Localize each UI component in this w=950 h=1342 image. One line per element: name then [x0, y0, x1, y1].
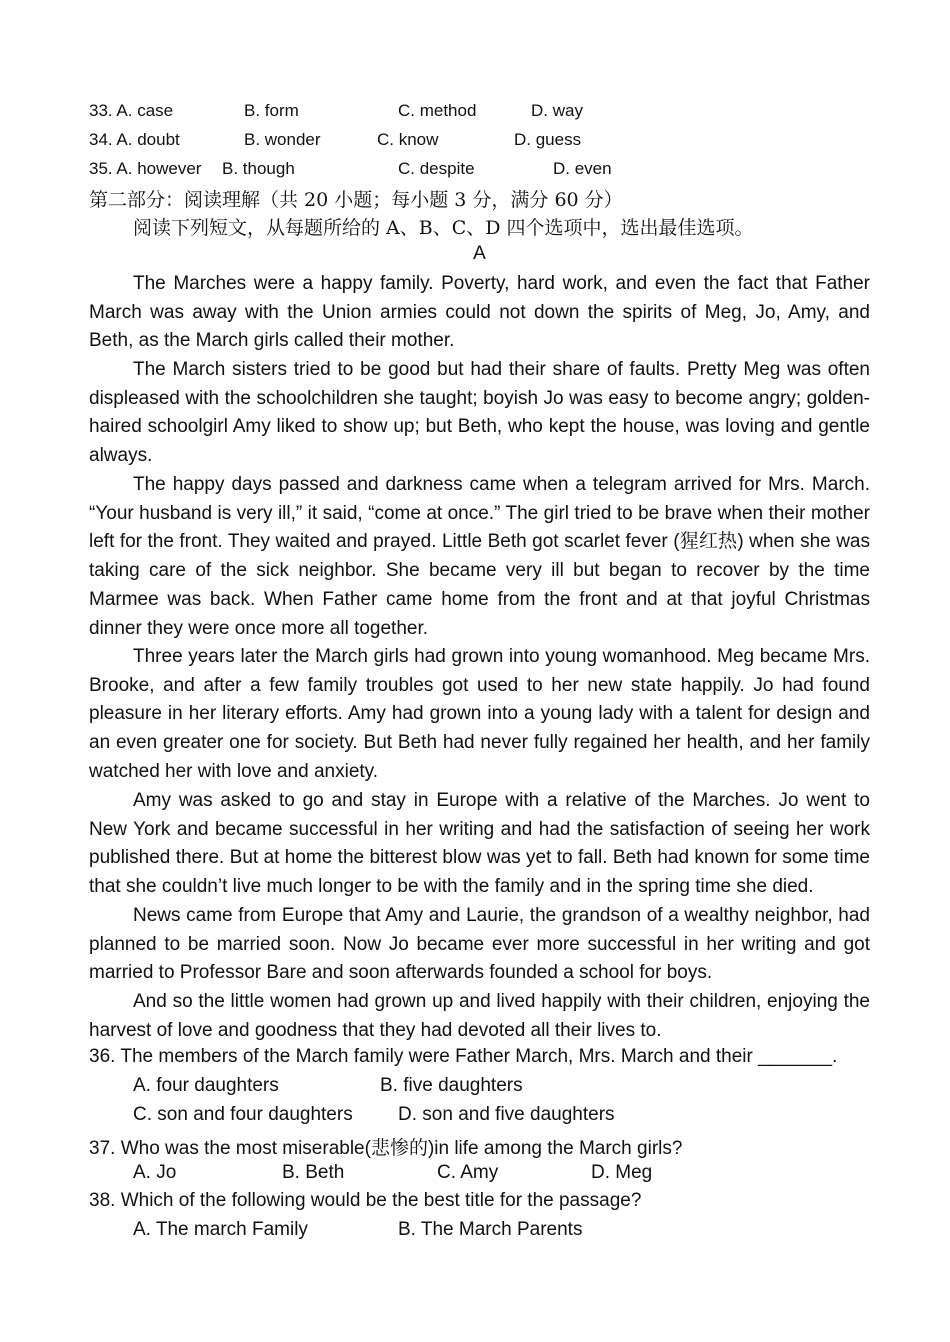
q34-option-b: B. wonder: [244, 130, 321, 149]
q34-option-c: C. know: [377, 130, 439, 149]
q36-option-d: D. son and five daughters: [398, 1104, 615, 1125]
q37-option-b: B. Beth: [282, 1162, 345, 1183]
q35-option-b: B. though: [222, 159, 295, 178]
q33-option-a: 33. A. case: [89, 101, 174, 120]
passage-paragraph-6: News came from Europe that Amy and Laurie, the grandson of a wealthy neighbor, had planned to be married soon. Now Jo became ever more successful in her writing and got married to Professor Bare and soon afterwards founded a school for boys.: [89, 905, 870, 984]
q33-option-d: D. way: [531, 101, 583, 120]
passage-paragraph-3: The happy days passed and darkness came when a telegram arrived for Mrs. March. “Your husband is very ill,” it said, “come at once.” The girl tried to be brave when their mother left for the front. They waited and prayed. Little Beth got scarlet fever (猩红热) when she was taking care of the sick neighbor. She became very ill but began to recover by the time Marmee was back. When Father came home from the front and at that joyful Christmas dinner they were once more all together.: [89, 474, 870, 639]
passage-paragraph-2: The March sisters tried to be good but had their share of faults. Pretty Meg was often displeased with the schoolchildren she taught; boyish Jo was easy to become angry; golden-haired schoolgirl Amy liked to show up; but Beth, who kept the house, was loving and gentle always.: [89, 359, 870, 467]
passage-paragraph-5: Amy was asked to go and stay in Europe with a relative of the Marches. Jo went to New York and became successful in her writing and had the satisfaction of seeing her work published there. But at home the bitterest blow was yet to fall. Beth had known for some time that she couldn’t live much longer to be with the family and in the spring time she died.: [89, 790, 870, 898]
q36-option-c: C. son and four daughters: [133, 1104, 353, 1125]
q36-option-b: B. five daughters: [380, 1075, 523, 1096]
q34-option-d: D. guess: [514, 130, 582, 149]
q36-option-a: A. four daughters: [133, 1075, 279, 1096]
section-heading: 第二部分：阅读理解（共 20 小题；每小题 3 分，满分 60 分）: [89, 189, 623, 211]
q37-option-a: A. Jo: [133, 1162, 177, 1183]
q37-stem: 37. Who was the most miserable(悲惨的)in life among the March girls?: [89, 1138, 683, 1159]
section-instruction: 阅读下列短文，从每题所给的 A、B、C、D 四个选项中，选出最佳选项。: [133, 217, 754, 239]
passage-paragraph-4: Three years later the March girls had grown into young womanhood. Meg became Mrs. Brooke, and after a few family troubles got used to her new state happily. Jo had found pleasure in her literary efforts. Amy had grown into a young lady with a talent for design and an even greater one for society. But Beth had never fully regained her health, and her family watched her with love and anxiety.: [89, 646, 870, 782]
q38-option-b: B. The March Parents: [398, 1219, 583, 1240]
q35-option-c: C. despite: [398, 159, 475, 178]
passage-label: A: [473, 243, 486, 264]
q35-option-d: D. even: [553, 159, 612, 178]
q37-option-d: D. Meg: [591, 1162, 653, 1183]
q38-option-a: A. The march Family: [133, 1219, 308, 1240]
q36-stem: 36. The members of the March family were Father March, Mrs. March and their _______.: [89, 1046, 838, 1067]
q38-stem: 38. Which of the following would be the best title for the passage?: [89, 1190, 642, 1211]
q34-option-a: 34. A. doubt: [89, 130, 180, 149]
q33-option-c: C. method: [398, 101, 477, 120]
passage-paragraph-1: The Marches were a happy family. Poverty, hard work, and even the fact that Father March was away with the Union armies could not down the spirits of Meg, Jo, Amy, and Beth, as the March girls called their mother.: [89, 273, 870, 352]
q37-option-c: C. Amy: [437, 1162, 499, 1183]
q35-option-a: 35. A. however: [89, 159, 202, 178]
passage-paragraph-7: And so the little women had grown up and lived happily with their children, enjoying the harvest of love and goodness that they had devoted all their lives to.: [89, 991, 870, 1041]
q33-option-b: B. form: [244, 101, 299, 120]
